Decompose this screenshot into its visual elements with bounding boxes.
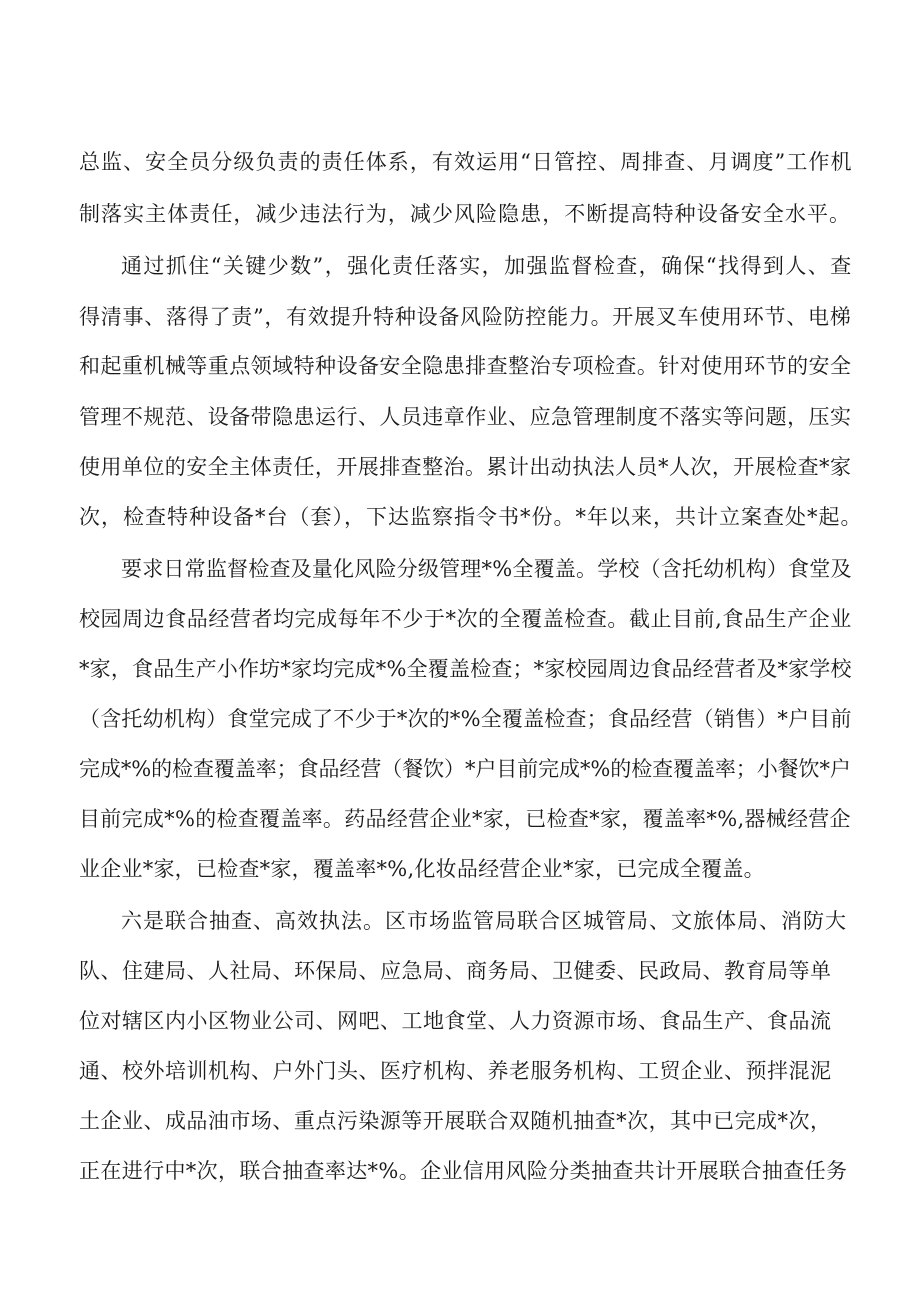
text-line: 管理不规范、设备带隐患运行、人员违章作业、应急管理制度不落实等问题，压实 <box>79 405 852 429</box>
text-line: 通、校外培训机构、户外门头、医疗机构、养老服务机构、工贸企业、预拌混泥 <box>79 1059 832 1083</box>
text-line: 六是联合抽查、高效执法。区市场监管局联合区城管局、文旅体局、消防大 <box>121 909 847 933</box>
text-line: 得清事、落得了责”，有效提升特种设备风险防控能力。开展叉车使用环节、电梯 <box>79 305 852 329</box>
text-line: （含托幼机构）食堂完成了不少于*次的*%全覆盖检查；食品经营（销售）*户目前 <box>79 707 852 731</box>
text-line: 校园周边食品经营者均完成每年不少于*次的全覆盖检查。截止目前,食品生产企业 <box>79 607 852 631</box>
text-line: 和起重机械等重点领域特种设备安全隐患排查整治专项检查。针对使用环节的安全 <box>79 354 852 378</box>
text-line: 队、住建局、人社局、环保局、应急局、商务局、卫健委、民政局、教育局等单 <box>79 959 832 983</box>
text-line: 正在进行中*次，联合抽查率达*%。企业信用风险分类抽查共计开展联合抽查任务 <box>79 1159 848 1183</box>
text-line: 要求日常监督检查及量化风险分级管理*%全覆盖。学校（含托幼机构）食堂及 <box>121 557 852 581</box>
text-line: 完成*%的检查覆盖率；食品经营（餐饮）*户目前完成*%的检查覆盖率；小餐饮*户 <box>79 757 851 781</box>
text-line: 使用单位的安全主体责任，开展排查整治。累计出动执法人员*人次，开展检查*家 <box>79 455 852 479</box>
text-line: 土企业、成品油市场、重点污染源等开展联合双随机抽查*次，其中已完成*次， <box>79 1109 832 1133</box>
text-line: 目前完成*%的检查覆盖率。药品经营企业*家，已检查*家，覆盖率*%,器械经营企 <box>79 807 851 831</box>
text-line: 业企业*家，已检查*家，覆盖率*%,化妆品经营企业*家，已完成全覆盖。 <box>79 857 765 881</box>
text-line: 位对辖区内小区物业公司、网吧、工地食堂、人力资源市场、食品生产、食品流 <box>79 1009 832 1033</box>
text-line: 通过抓住“关键少数”，强化责任落实，加强监督检查，确保“找得到人、查 <box>121 254 853 278</box>
text-line: 次，检查特种设备*台（套），下达监察指令书*份。*年以来，共计立案查处*起。 <box>79 505 863 529</box>
text-line: *家，食品生产小作坊*家均完成*%全覆盖检查；*家校园周边食品经营者及*家学校 <box>79 657 852 681</box>
text-line: 制落实主体责任，减少违法行为，减少风险隐患，不断提高特种设备安全水平。 <box>79 202 852 226</box>
text-line: 总监、安全员分级负责的责任体系，有效运用“日管控、周排查、月调度”工作机 <box>79 150 853 174</box>
